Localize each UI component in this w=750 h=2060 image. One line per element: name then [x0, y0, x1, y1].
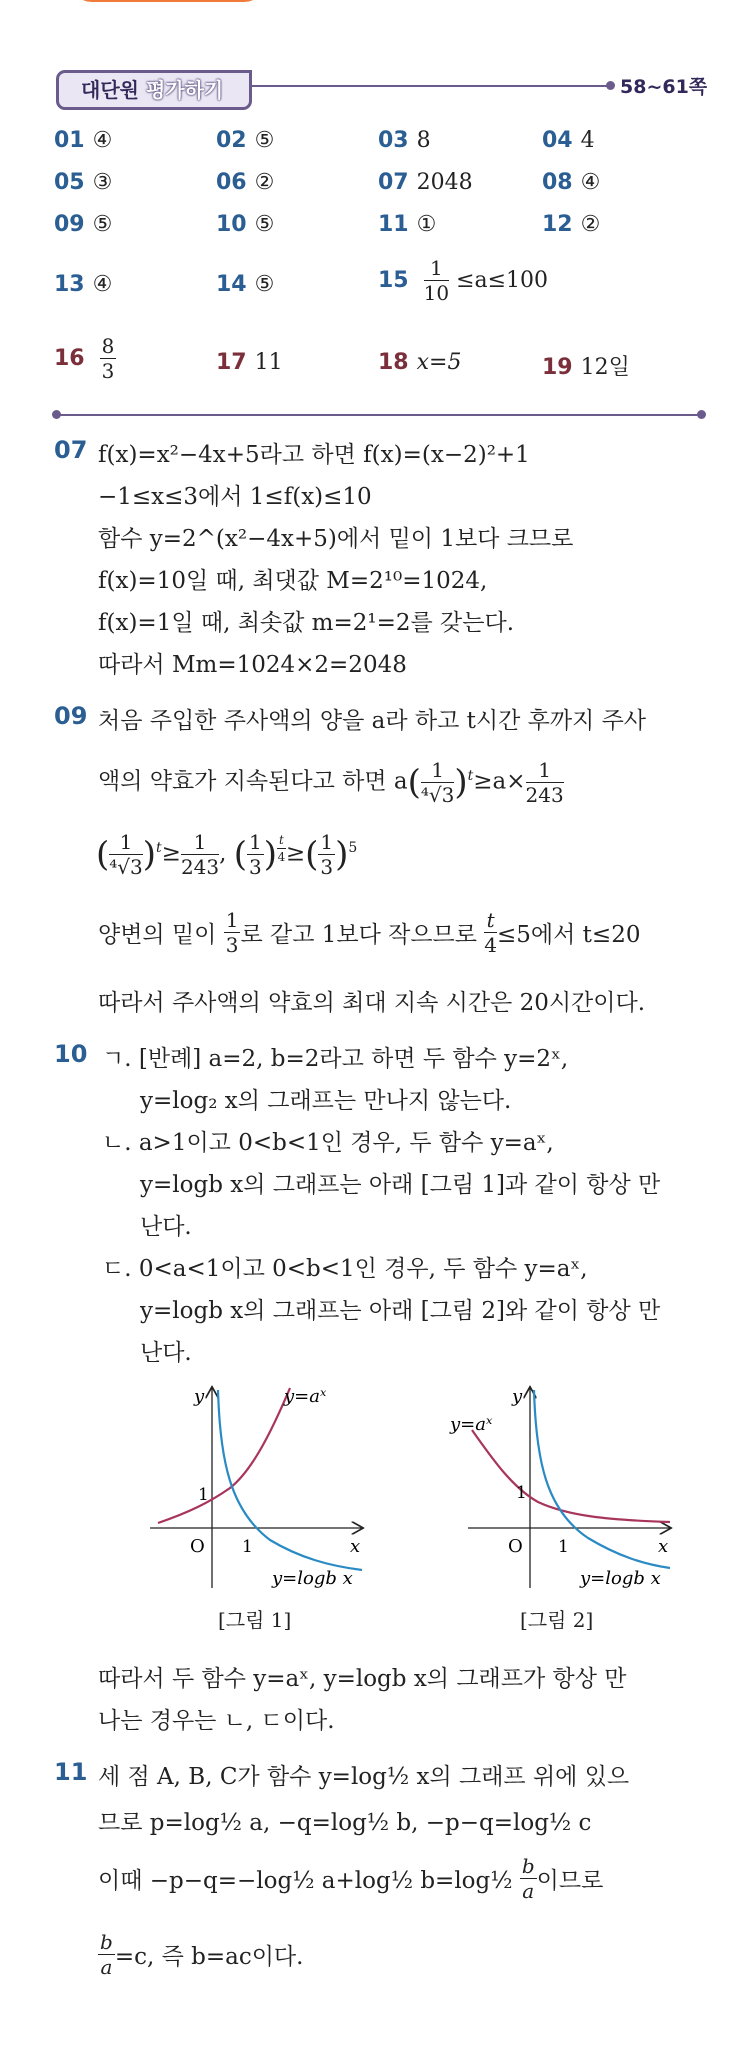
- figure-1-caption: [그림 1]: [218, 1608, 292, 1632]
- solution-line: f(x)=x²−4x+5라고 하면 f(x)=(x−2)²+1: [98, 442, 530, 468]
- axis-label-y: y: [512, 1386, 523, 1407]
- solution-line: y=log₂ x의 그래프는 만나지 않는다.: [140, 1088, 512, 1114]
- solution-line: f(x)=10일 때, 최댓값 M=2¹⁰=1024,: [98, 568, 488, 594]
- answer-item: 01 ④: [54, 128, 113, 153]
- section-title-accent: 평가하기: [145, 78, 224, 102]
- section-title-main: 대단원: [81, 78, 139, 102]
- answer-item: 16 $\frac{8}{3}$: [54, 334, 115, 383]
- answer-item: 02 ⑤: [216, 128, 275, 153]
- fraction: $\frac{1}{10}$: [423, 256, 450, 305]
- answer-item: 05 ③: [54, 170, 113, 195]
- header-rule: [252, 85, 612, 87]
- axis-label-y: y: [194, 1386, 205, 1407]
- solution-line: ( $\frac{1}{\text{⁴√3}}$ )$^t$≥ $\frac{1}{243}$ , ( $\frac{1}{3}$ ) $^{\frac{t}{4}}$ ≥( $\frac{1}{3}$ )$^5$: [96, 830, 358, 879]
- answer-item: 17 11: [216, 350, 283, 375]
- solution-line: −1≤x≤3에서 1≤f(x)≤10: [98, 484, 372, 510]
- solution-line: $\frac{b}{a}$ =c, 즉 b=ac이다.: [100, 1930, 304, 1979]
- answer-item: 12 ②: [542, 212, 601, 237]
- answer-item: 13 ④: [54, 272, 113, 297]
- curve-exponential: [472, 1430, 670, 1522]
- solution-line: 따라서 주사액의 약효의 최대 지속 시간은 20시간이다.: [98, 990, 646, 1016]
- solution-number: 10: [54, 1040, 88, 1068]
- figure-1-graph: [150, 1380, 380, 1590]
- answer-item: 04 4: [542, 128, 595, 153]
- solution-line: 따라서 Mm=1024×2=2048: [98, 652, 407, 678]
- answer-item: 08 ④: [542, 170, 601, 195]
- section-divider: [56, 414, 702, 416]
- tick-label-y1: 1: [198, 1485, 209, 1505]
- answer-item: 15 $\frac{1}{10}$ ≤a≤100: [378, 256, 549, 305]
- origin-label: O: [190, 1536, 205, 1557]
- solution-line: 세 점 A, B, C가 함수 y=log½ x의 그래프 위에 있으: [98, 1764, 630, 1790]
- solution-line: 므로 p=log½ a, −q=log½ b, −p−q=log½ c: [98, 1810, 592, 1836]
- solution-line: y=logb x의 그래프는 아래 [그림 2]와 같이 항상 만: [140, 1298, 661, 1324]
- solution-number: 11: [54, 1758, 88, 1786]
- solution-line: f(x)=1일 때, 최솟값 m=2¹=2를 갖는다.: [98, 610, 515, 636]
- divider-dot: [697, 410, 706, 419]
- curve-label-exp: y=aˣ: [450, 1414, 493, 1435]
- solution-line: 따라서 두 함수 y=aˣ, y=logb x의 그래프가 항상 만: [98, 1666, 627, 1692]
- solution-line: 이때 −p−q=−log½ a+log½ b=log½ $\frac{b}{a}$ 이므로: [98, 1854, 604, 1903]
- solution-line: ㄷ. 0<a<1이고 0<b<1인 경우, 두 함수 y=aˣ,: [102, 1256, 588, 1282]
- fraction: $\frac{8}{3}$: [101, 334, 115, 383]
- solution-line: ㄱ. [반례] a=2, b=2라고 하면 두 함수 y=2ˣ,: [102, 1046, 569, 1072]
- answer-item: 09 ⑤: [54, 212, 113, 237]
- answer-item: 06 ②: [216, 170, 275, 195]
- tick-label-x1: 1: [242, 1537, 253, 1557]
- curve-label-log: y=logb x: [580, 1568, 661, 1589]
- solution-line: 처음 주입한 주사액의 양을 a라 하고 t시간 후까지 주사: [98, 708, 647, 734]
- curve-label-exp: y=aˣ: [284, 1386, 327, 1407]
- figure-2-caption: [그림 2]: [520, 1608, 594, 1632]
- origin-label: O: [508, 1536, 523, 1557]
- solution-number: 07: [54, 436, 88, 464]
- solution-line: 난다.: [140, 1340, 192, 1366]
- axis-label-x: x: [658, 1536, 669, 1557]
- answer-item: 11 ①: [378, 212, 437, 237]
- page-range: 58~61쪽: [620, 76, 708, 98]
- solution-line: y=logb x의 그래프는 아래 [그림 1]과 같이 항상 만: [140, 1172, 661, 1198]
- header-rule-dot: [606, 81, 615, 90]
- divider-dot: [52, 410, 61, 419]
- top-decoration: [70, 0, 266, 2]
- answer-item: 07 2048: [378, 170, 473, 195]
- tick-label-x1: 1: [558, 1537, 569, 1557]
- solution-line: 양변의 밑이 $\frac{1}{3}$ 로 같고 1보다 작으므로 $\frac{t}{4}$ ≤5에서 t≤20: [98, 908, 641, 957]
- axis-label-x: x: [350, 1536, 361, 1557]
- tick-label-y1: 1: [516, 1483, 527, 1503]
- solution-line: 액의 약효가 지속된다고 하면 a( $\frac{1}{\text{⁴√3}}$ )$^t$≥a× $\frac{1}{243}$: [98, 758, 564, 807]
- answer-item: 03 8: [378, 128, 431, 153]
- solution-line: 함수 y=2^(x²−4x+5)에서 밑이 1보다 크므로: [98, 526, 574, 552]
- answer-item: 14 ⑤: [216, 272, 275, 297]
- curve-label-log: y=logb x: [272, 1568, 353, 1589]
- solution-line: 난다.: [140, 1214, 192, 1240]
- figure-2-graph: [448, 1380, 688, 1590]
- solution-line: ㄴ. a>1이고 0<b<1인 경우, 두 함수 y=aˣ,: [102, 1130, 554, 1156]
- curve-log: [534, 1390, 670, 1568]
- section-title-tab: [56, 70, 252, 110]
- answer-item: 18 x=5: [378, 350, 462, 375]
- answer-item: 10 ⑤: [216, 212, 275, 237]
- answer-item: 19 12일: [542, 355, 630, 380]
- solution-line: 나는 경우는 ㄴ, ㄷ이다.: [98, 1708, 335, 1734]
- solution-number: 09: [54, 702, 88, 730]
